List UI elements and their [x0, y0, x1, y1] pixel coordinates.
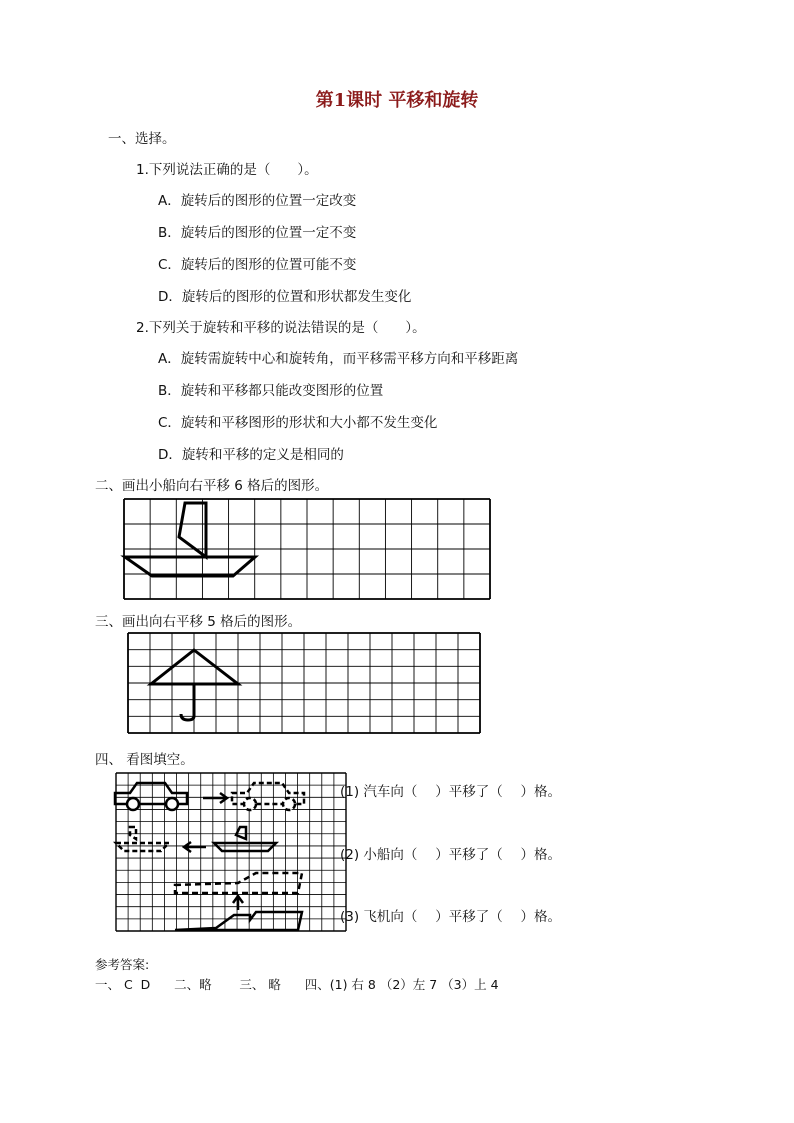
q1-option-b: B．旋转后的图形的位置一定不变 — [158, 225, 357, 241]
boat-original — [214, 827, 276, 851]
q2-stem: 2.下列关于旋转和平移的说法错误的是（ ）。 — [136, 320, 426, 336]
car-moved — [232, 783, 304, 810]
answers-line: 一、 C D 二、略 三、 略 四、(1) 右 8 （2）左 7 （3）上 4 — [95, 977, 499, 992]
answers-heading: 参考答案: — [95, 957, 150, 972]
boat-moved — [116, 827, 169, 851]
page-title: 第1课时 平移和旋转 — [315, 90, 479, 111]
q2-option-a: A．旋转需旋转中心和旋转角，而平移需平移方向和平移距离 — [158, 351, 519, 367]
fill-item-boat: (2) 小船向（ ）平移了（ ）格。 — [340, 847, 561, 863]
section3-heading: 三、画出向右平移 5 格后的图形。 — [95, 614, 302, 630]
q1-option-d: D．旋转后的图形的位置和形状都发生变化 — [158, 289, 412, 305]
q2-option-d: D．旋转和平移的定义是相同的 — [158, 447, 344, 463]
section2-heading: 二、画出小船向右平移 6 格后的图形。 — [95, 478, 329, 494]
plane-arrow — [233, 896, 243, 910]
section4-heading: 四、 看图填空。 — [95, 752, 194, 768]
q1-option-c: C．旋转后的图形的位置可能不变 — [158, 257, 357, 273]
q2-option-b: B．旋转和平移都只能改变图形的位置 — [158, 383, 384, 399]
section1-heading: 一、选择。 — [108, 131, 176, 147]
q1-option-a: A．旋转后的图形的位置一定改变 — [158, 193, 357, 209]
q2-option-c: C．旋转和平移图形的形状和大小都不发生变化 — [158, 415, 438, 431]
plane-original — [175, 912, 302, 930]
fill-item-plane: (3) 飞机向（ ）平移了（ ）格。 — [340, 909, 561, 925]
fill-item-car: (1) 汽车向（ ）平移了（ ）格。 — [340, 784, 561, 800]
plane-moved — [175, 873, 302, 893]
car-arrow — [203, 793, 227, 803]
boat-arrow — [184, 842, 206, 852]
q1-stem: 1.下列说法正确的是（ ）。 — [136, 162, 318, 178]
